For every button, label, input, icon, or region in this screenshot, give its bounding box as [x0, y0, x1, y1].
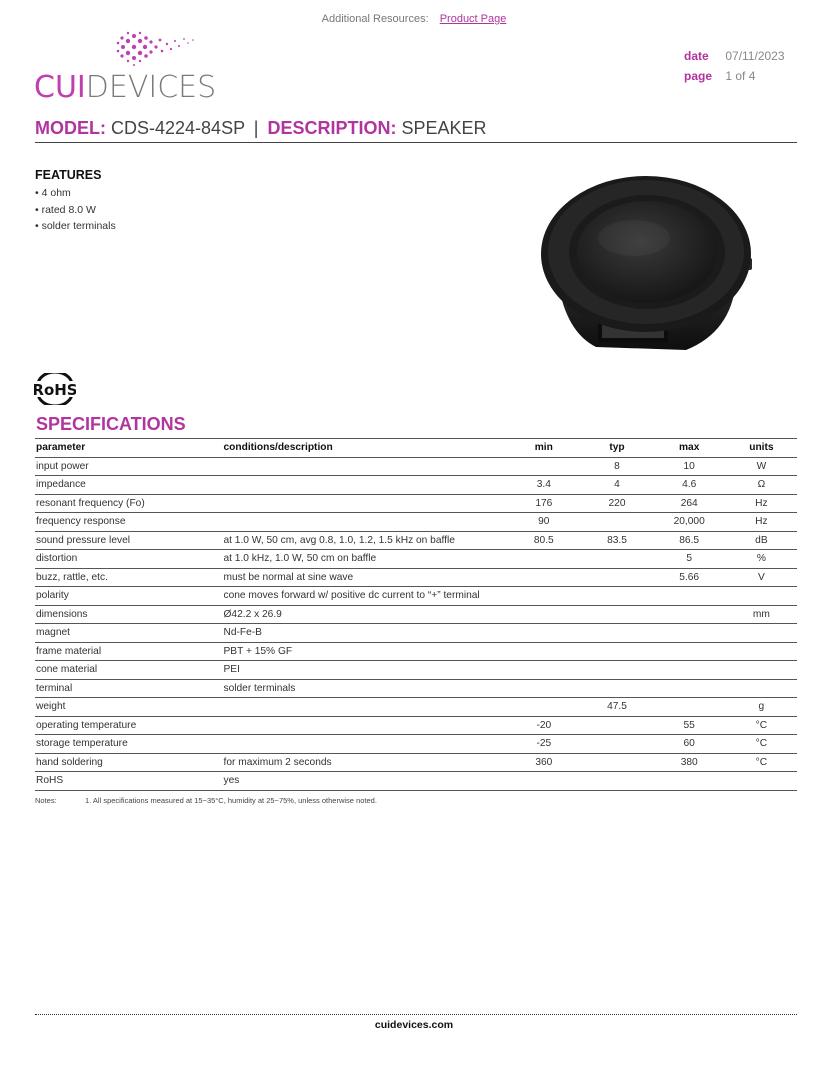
cell-conditions — [222, 698, 506, 717]
table-row — [35, 605, 797, 624]
cell-units — [725, 679, 797, 698]
cell-max: 4.6 — [653, 476, 725, 495]
column-header: units — [725, 439, 797, 458]
cell-conditions: at 1.0 W, 50 cm, avg 0.8, 1.0, 1.2, 1.5 kHz on baffle — [222, 531, 506, 550]
cell-parameter: RoHS — [35, 772, 222, 791]
cell-conditions: at 1.0 kHz, 1.0 W, 50 cm on baffle — [222, 550, 506, 569]
cell-max — [653, 661, 725, 680]
cell-conditions — [222, 735, 506, 754]
cell-parameter: storage temperature — [35, 735, 222, 754]
logo-wordmark: CUIDEVICES — [34, 70, 217, 105]
cell-typ — [580, 716, 652, 735]
cell-conditions — [222, 457, 506, 476]
cell-parameter: polarity — [35, 587, 222, 606]
resources-label: Additional Resources: — [321, 13, 429, 25]
page-value: 1 of 4 — [725, 69, 756, 83]
cell-units: V — [725, 568, 797, 587]
logo-dots-icon — [34, 30, 204, 72]
cell-min: -20 — [506, 716, 580, 735]
cell-conditions: Ø42.2 x 26.9 — [222, 605, 506, 624]
cell-typ: 4 — [580, 476, 652, 495]
table-row — [35, 679, 797, 698]
cell-min — [506, 624, 580, 643]
cell-max — [653, 772, 725, 791]
date-label: date — [684, 49, 709, 63]
features-heading: FEATURES — [35, 168, 102, 182]
product-page-link[interactable]: Product Page — [439, 13, 507, 25]
cui-devices-logo — [34, 30, 217, 105]
cell-typ — [580, 735, 652, 754]
table-row — [35, 550, 797, 569]
cell-min — [506, 550, 580, 569]
cell-parameter: magnet — [35, 624, 222, 643]
feature-item: • rated 8.0 W — [35, 203, 96, 216]
cell-typ — [580, 550, 652, 569]
cell-units: °C — [725, 753, 797, 772]
cell-parameter: sound pressure level — [35, 531, 222, 550]
table-row — [35, 661, 797, 680]
feature-item: • 4 ohm — [35, 187, 71, 199]
notes — [35, 796, 377, 805]
cell-max — [653, 679, 725, 698]
cell-units: W — [725, 457, 797, 476]
cell-min — [506, 772, 580, 791]
cell-conditions: for maximum 2 seconds — [222, 753, 506, 772]
cell-units — [725, 661, 797, 680]
table-row — [35, 531, 797, 550]
title-divider — [35, 142, 797, 143]
notes-label: Notes: — [35, 796, 57, 805]
cell-units: dB — [725, 531, 797, 550]
cell-parameter: buzz, rattle, etc. — [35, 568, 222, 587]
cell-units: Ω — [725, 476, 797, 495]
specifications-body — [35, 457, 797, 790]
document-meta — [684, 46, 785, 86]
cell-conditions — [222, 476, 506, 495]
cell-min — [506, 605, 580, 624]
cell-min — [506, 568, 580, 587]
table-row — [35, 624, 797, 643]
cell-units: °C — [725, 735, 797, 754]
speaker-product-image — [536, 172, 756, 372]
cell-units: g — [725, 698, 797, 717]
notes-text: 1. All specifications measured at 15~35°C, humidity at 25~75%, unless otherwise noted. — [85, 796, 377, 805]
cell-min — [506, 679, 580, 698]
cell-typ — [580, 642, 652, 661]
column-header: typ — [580, 439, 652, 458]
table-row — [35, 513, 797, 532]
cell-typ — [580, 513, 652, 532]
cell-typ — [580, 605, 652, 624]
cell-typ: 83.5 — [580, 531, 652, 550]
cell-max: 60 — [653, 735, 725, 754]
date-value: 07/11/2023 — [725, 49, 785, 63]
cell-typ — [580, 568, 652, 587]
cell-min: 80.5 — [506, 531, 580, 550]
cell-typ — [580, 679, 652, 698]
specifications-table — [35, 438, 797, 791]
table-header-row — [35, 439, 797, 458]
cell-conditions — [222, 513, 506, 532]
cell-conditions: solder terminals — [222, 679, 506, 698]
cell-typ — [580, 624, 652, 643]
table-row — [35, 642, 797, 661]
cell-max — [653, 624, 725, 643]
additional-resources — [0, 13, 828, 25]
features-section — [35, 168, 116, 235]
cell-min — [506, 698, 580, 717]
cell-units — [725, 772, 797, 791]
footer-divider — [35, 1014, 797, 1015]
cell-parameter: input power — [35, 457, 222, 476]
cell-typ — [580, 753, 652, 772]
cell-conditions — [222, 494, 506, 513]
cell-parameter: resonant frequency (Fo) — [35, 494, 222, 513]
page-label: page — [684, 69, 713, 83]
cell-units — [725, 642, 797, 661]
cell-conditions: PEI — [222, 661, 506, 680]
model-value: CDS-4224-84SP — [111, 118, 245, 138]
cell-parameter: operating temperature — [35, 716, 222, 735]
cell-typ: 47.5 — [580, 698, 652, 717]
cell-typ: 8 — [580, 457, 652, 476]
cell-max — [653, 587, 725, 606]
column-header: max — [653, 439, 725, 458]
cell-max: 10 — [653, 457, 725, 476]
table-row — [35, 772, 797, 791]
cell-min: 360 — [506, 753, 580, 772]
cell-conditions — [222, 716, 506, 735]
description-value: SPEAKER — [401, 118, 487, 138]
footer-website: cuidevices.com — [374, 1019, 454, 1031]
table-row — [35, 587, 797, 606]
cell-max: 86.5 — [653, 531, 725, 550]
cell-typ — [580, 772, 652, 791]
cell-min: 90 — [506, 513, 580, 532]
cell-units: mm — [725, 605, 797, 624]
table-row — [35, 568, 797, 587]
table-row — [35, 698, 797, 717]
cell-max: 5.66 — [653, 568, 725, 587]
cell-conditions: PBT + 15% GF — [222, 642, 506, 661]
cell-conditions: cone moves forward w/ positive dc current to “+” terminal — [222, 587, 506, 606]
cell-parameter: impedance — [35, 476, 222, 495]
cell-max — [653, 642, 725, 661]
cell-units: Hz — [725, 513, 797, 532]
cell-parameter: frame material — [35, 642, 222, 661]
table-row — [35, 476, 797, 495]
cell-min: -25 — [506, 735, 580, 754]
cell-parameter: distortion — [35, 550, 222, 569]
table-row — [35, 735, 797, 754]
rohs-logo — [34, 373, 76, 405]
cell-typ — [580, 587, 652, 606]
cell-max: 20,000 — [653, 513, 725, 532]
table-row — [35, 716, 797, 735]
description-label: DESCRIPTION: — [267, 118, 397, 138]
cell-min: 176 — [506, 494, 580, 513]
features-list — [35, 185, 116, 235]
cell-conditions: Nd-Fe-B — [222, 624, 506, 643]
table-row — [35, 494, 797, 513]
cell-max — [653, 605, 725, 624]
cell-units — [725, 624, 797, 643]
cell-max — [653, 698, 725, 717]
column-header: parameter — [35, 439, 222, 458]
feature-item: • solder terminals — [35, 220, 116, 232]
cell-units — [725, 587, 797, 606]
cell-parameter: cone material — [35, 661, 222, 680]
cell-parameter: dimensions — [35, 605, 222, 624]
cell-max: 55 — [653, 716, 725, 735]
table-row — [35, 457, 797, 476]
specifications-heading: SPECIFICATIONS — [36, 414, 186, 434]
column-header: min — [506, 439, 580, 458]
cell-min — [506, 661, 580, 680]
cell-typ: 220 — [580, 494, 652, 513]
cell-max: 380 — [653, 753, 725, 772]
cell-max: 264 — [653, 494, 725, 513]
title-separator: | — [253, 118, 259, 138]
speaker-icon — [536, 172, 756, 372]
model-title — [35, 118, 487, 139]
rohs-logo-text: RoHS — [34, 381, 76, 399]
cell-conditions: must be normal at sine wave — [222, 568, 506, 587]
cell-parameter: hand soldering — [35, 753, 222, 772]
column-header: conditions/description — [222, 439, 506, 458]
cell-typ — [580, 661, 652, 680]
cell-parameter: terminal — [35, 679, 222, 698]
cell-min: 3.4 — [506, 476, 580, 495]
model-label: MODEL: — [35, 118, 106, 138]
cell-units: °C — [725, 716, 797, 735]
cell-min — [506, 587, 580, 606]
cell-conditions: yes — [222, 772, 506, 791]
cell-min — [506, 457, 580, 476]
table-row — [35, 753, 797, 772]
cell-units: % — [725, 550, 797, 569]
cell-units: Hz — [725, 494, 797, 513]
cell-parameter: weight — [35, 698, 222, 717]
cell-max: 5 — [653, 550, 725, 569]
cell-min — [506, 642, 580, 661]
cell-parameter: frequency response — [35, 513, 222, 532]
rohs-check-icon — [34, 373, 76, 405]
